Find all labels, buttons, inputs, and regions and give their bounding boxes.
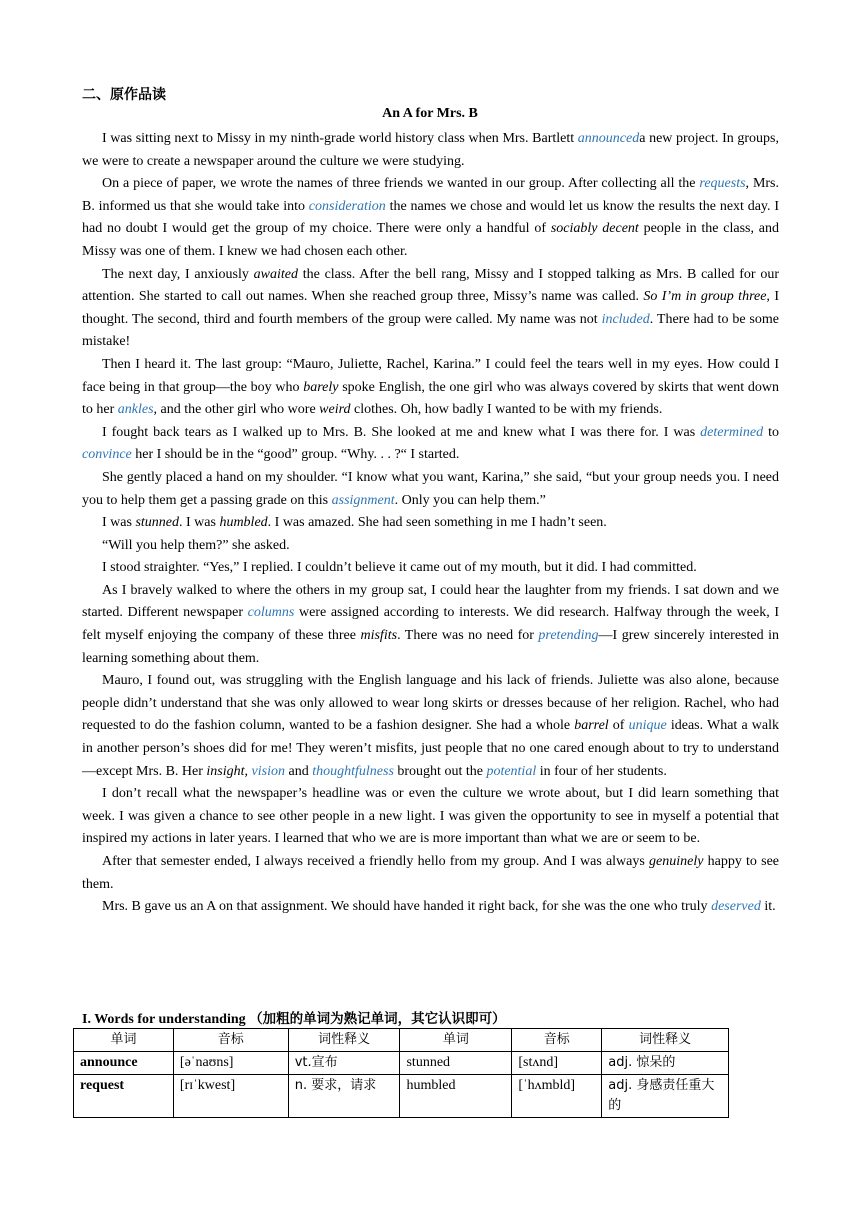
highlighted-word: deserved	[711, 899, 761, 915]
paragraph	[82, 354, 779, 422]
text-run: After that semester ended, I always received a friendly hello from my group. And I was always	[102, 854, 650, 869]
text-run: spoke English, the one girl who was always covered by skirts that went down to her	[82, 379, 779, 418]
text-run: , Mrs. B. informed us that she would take into	[82, 176, 779, 214]
text-run: , and the other girl who wore	[153, 402, 320, 418]
column-header: 词性释义	[288, 1029, 400, 1052]
text-run: Mrs. B gave us an A on that assignment. We should have handed it right back, for she was the one who truly	[102, 899, 712, 915]
words-section-heading	[82, 1007, 506, 1028]
italic-word: misfits	[360, 628, 398, 644]
text-run: brought out the	[393, 763, 487, 779]
italic-word: genuinely	[649, 854, 704, 869]
text-run: The next day, I anxiously	[102, 266, 254, 282]
text-run: of	[608, 718, 629, 734]
vocab-meaning: adj. 惊呆的	[602, 1052, 729, 1075]
text-run: I was	[102, 515, 136, 531]
paragraph	[82, 580, 779, 670]
italic-word: sociably decent	[550, 221, 639, 237]
vocab-phonetic: [stʌnd]	[512, 1052, 602, 1075]
vocab-meaning: n. 要求，请求	[288, 1075, 400, 1118]
paragraph	[82, 128, 779, 173]
text-run: “Will you help them?” she asked.	[102, 537, 290, 553]
highlighted-word: requests	[699, 176, 746, 192]
highlighted-word: columns	[247, 605, 295, 621]
italic-word: humbled	[219, 515, 268, 531]
text-run: clothes. Oh, how badly I wanted to be with my friends.	[350, 402, 663, 418]
text-run: —I grew sincerely interested in learning something about them.	[82, 628, 779, 666]
text-run: I thought. The second, third and fourth members of the group were called. My name was not	[82, 289, 779, 327]
text-run: to	[763, 424, 779, 440]
text-run: She gently placed a hand on my shoulder. “I know what you want, Karina,” she said, “but your group needs you. I need you to help them get a passing grade on this	[82, 469, 779, 508]
text-run: . There was no need for	[397, 628, 539, 644]
paragraph	[82, 264, 779, 354]
text-run: the names we chose and would let us know the results the next day. I had no doubt I would get the group of my choice. There were only a handful of	[82, 198, 779, 237]
text-run: . Only you can help them.”	[394, 492, 546, 508]
paragraph	[82, 896, 779, 919]
text-run: . I was amazed. She had seen something in me I hadn’t seen.	[267, 515, 607, 531]
vocab-meaning: vt.宣布	[288, 1052, 400, 1075]
highlighted-word: pretending	[538, 628, 599, 644]
highlighted-word: assignment	[331, 492, 395, 508]
column-header: 单词	[74, 1029, 174, 1052]
text-run: On a piece of paper, we wrote the names of three friends we wanted in our group. After collecting all the	[102, 176, 700, 192]
table-row	[74, 1075, 729, 1118]
text-run: . There had to be some mistake!	[82, 311, 779, 350]
text-run: in four of her students.	[536, 763, 667, 779]
section-heading: 二、原作品读	[82, 87, 166, 103]
text-run: As I bravely walked to where the others in my group sat, I could hear the laughter from my friends. I sat down and we started. Different newspaper	[82, 582, 779, 621]
column-header: 音标	[512, 1029, 602, 1052]
vocab-word: request	[74, 1075, 174, 1118]
text-run: . I was	[179, 515, 220, 531]
text-run: a new project. In groups, we were to create a newspaper around the culture we were studying.	[82, 131, 779, 169]
column-header: 词性释义	[602, 1029, 729, 1052]
text-run: Then I heard it. The last group: “Mauro, Juliette, Rachel, Karina.” I could feel the tears well in my eyes. How could I face being in that group—the boy who	[82, 356, 779, 395]
highlighted-word: consideration	[308, 198, 386, 214]
text-run: ideas. What a walk in another person’s shoes did for me! They weren’t misfits, just people that no one cared enough about to try to understand—except Mrs. B. Her	[82, 718, 779, 779]
vocab-phonetic: [əˈnaʊns]	[173, 1052, 288, 1075]
italic-word: stunned	[135, 515, 179, 531]
article-title: An A for Mrs. B	[382, 106, 478, 121]
column-header: 单词	[400, 1029, 512, 1052]
text-run: I stood straighter. “Yes,” I replied. I couldn’t believe it came out of my mouth, but it did. I had committed.	[102, 560, 697, 576]
italic-word: barely	[303, 379, 339, 395]
highlighted-word: convince	[82, 447, 132, 463]
words-heading-text: I. Words for understanding	[82, 1012, 246, 1027]
text-run: I don’t recall what the newspaper’s headline was or even the culture we wrote about, but I did learn something that week. I was given a chance to see other people in a new light. I was given the opportunity to see in myself a potential that inspired my actions in later years. I learned that who we are is more important than what we are or seem to be.	[82, 786, 779, 847]
vocabulary-table	[73, 1028, 729, 1118]
paragraph	[82, 173, 779, 263]
text-run: people in the class, and Missy was one of them. I knew we had chosen each other.	[82, 221, 779, 259]
text-run: Mauro, I found out, was struggling with the English language and his lack of friends. Juliette was also alone, because people didn’t understand that she was only allowed to wear long skirts or dresses because of her religion. Rachel, who had requested to do the fashion column, wanted to be a fashion designer. She had a whole	[82, 673, 779, 734]
text-run: I was sitting next to Missy in my ninth-grade world history class when Mrs. Bartlett	[102, 131, 578, 146]
text-run: the class. After the bell rang, Missy and I stopped talking as Mrs. B called for our attention. She started to call out names. When she reached group three, Missy’s name was called.	[82, 266, 779, 305]
italic-word: weird	[319, 402, 351, 418]
text-run: ,	[244, 763, 252, 779]
paragraph	[82, 670, 779, 783]
paragraph	[82, 851, 779, 896]
text-run: were assigned according to interests. We did research. Halfway through the week, I felt myself enjoying the company of these three	[82, 605, 780, 644]
highlighted-word: announced	[577, 131, 640, 146]
text-run: it.	[760, 899, 776, 915]
vocab-phonetic: [rɪˈkwest]	[173, 1075, 288, 1118]
paragraph	[82, 783, 779, 851]
highlighted-word: unique	[628, 718, 667, 734]
text-run: happy to see them.	[82, 854, 779, 892]
highlighted-word: thoughtfulness	[312, 763, 394, 779]
highlighted-word: potential	[486, 763, 537, 779]
vocab-word: stunned	[400, 1052, 512, 1075]
paragraph	[82, 512, 779, 535]
vocab-word: humbled	[400, 1075, 512, 1118]
text-run: and	[285, 763, 313, 779]
paragraph	[82, 557, 779, 580]
text-run: I fought back tears as I walked up to Mrs. B. She looked at me and knew what I was there for. I was	[102, 424, 701, 440]
vocab-meaning: adj. 身感责任重大的	[602, 1075, 729, 1118]
highlighted-word: included	[601, 311, 650, 327]
italic-word: barrel	[574, 718, 609, 734]
text-run: her I should be in the “good” group. “Why. . . ?“ I started.	[131, 447, 460, 463]
paragraph	[82, 467, 779, 512]
words-heading-note: （加粗的单词为熟记单词，其它认识即可）	[249, 1011, 506, 1027]
column-header: 音标	[173, 1029, 288, 1052]
vocabulary-header-row	[74, 1029, 729, 1052]
highlighted-word: vision	[251, 763, 285, 779]
article-body	[82, 128, 779, 919]
italic-word: awaited	[253, 266, 298, 282]
vocab-word: announce	[74, 1052, 174, 1075]
vocab-phonetic: [ˈhʌmbld]	[512, 1075, 602, 1118]
paragraph	[82, 422, 779, 467]
paragraph	[82, 535, 779, 558]
italic-word: insight	[206, 763, 245, 779]
highlighted-word: ankles	[117, 402, 154, 418]
italic-word: So I’m in group three,	[643, 289, 770, 305]
highlighted-word: determined	[700, 424, 764, 440]
table-row	[74, 1052, 729, 1075]
